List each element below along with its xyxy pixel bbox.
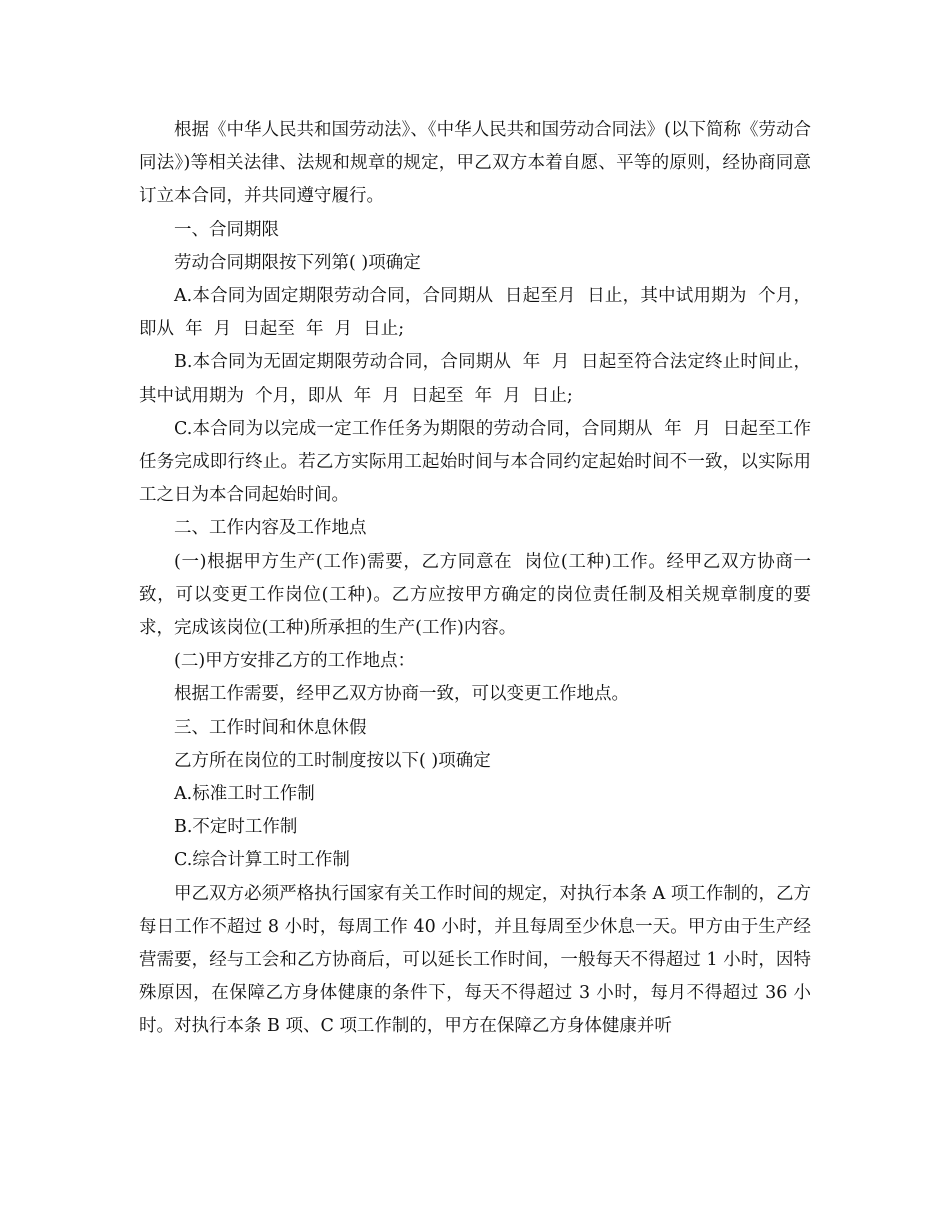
paragraph-work-location: (二)甲方安排乙方的工作地点： [174,651,416,672]
paragraph-term-option-c: C.本合同为以完成一定工作任务为期限的劳动合同，合同期从 年 月 日起至工作任务完成即行终止。若乙方实际用工起始时间与本合同约定起始时间不一致，以实际用工之日为本合同起始时间。 [139,418,811,506]
heading-working-hours: 三、工作时间和休息休假 [174,717,367,738]
paragraph-hours-choice: 乙方所在岗位的工时制度按以下( )项确定 [174,750,491,771]
contract-body [139,114,811,1044]
paragraph-hours-option-b: B.不定时工作制 [174,817,298,838]
paragraph-term-option-a: A.本合同为固定期限劳动合同，合同期从 日起至月 日止，其中试用期为 个月，即从 年 月 日起至 年 月 日止; [139,286,811,340]
paragraph-hours-option-c: C.综合计算工时工作制 [174,850,350,871]
paragraph-work-content-1: (一)根据甲方生产(工作)需要，乙方同意在 岗位(工种)工作。经甲乙双方协商一致，可以变更工作岗位(工种)。乙方应按甲方确定的岗位责任制及相关规章制度的要求，完成该岗位(工种)所承担的生产(工作)内容。 [139,551,811,639]
paragraph-term-option-b: B.本合同为无固定期限劳动合同，合同期从 年 月 日起至符合法定终止时间止，其中试用期为 个月，即从 年 月 日起至 年 月 日止; [139,352,811,406]
heading-contract-term: 一、合同期限 [174,219,279,240]
paragraph-intro: 根据《中华人民共和国劳动法》、《中华人民共和国劳动合同法》(以下简称《劳动合同法》)等相关法律、法规和规章的规定，甲乙双方本着自愿、平等的原则，经协商同意订立本合同，并共同遵守履行。 [139,120,811,207]
paragraph-hours-option-a: A.标准工时工作制 [174,784,315,805]
paragraph-term-choice: 劳动合同期限按下列第( )项确定 [174,252,421,273]
heading-work-content: 二、工作内容及工作地点 [174,518,367,539]
paragraph-hours-rules: 甲乙双方必须严格执行国家有关工作时间的规定，对执行本条 A 项工作制的，乙方每日工作不超过 8 小时，每周工作 40 小时，并且每周至少休息一天。甲方由于生产经营需要，经与工会和乙方协商后，可以延长工作时间，一般每天不得超过 1 小时，因特殊原因，在保障乙方身体健康的条件下，每天不得超过 3 小时，每月不得超过 36 小时。对执行本条 B 项、C 项工作制的，甲方在保障乙方身体健康并听 [139,883,811,1037]
paragraph-work-location-change: 根据工作需要，经甲乙双方协商一致，可以变更工作地点。 [174,684,629,705]
